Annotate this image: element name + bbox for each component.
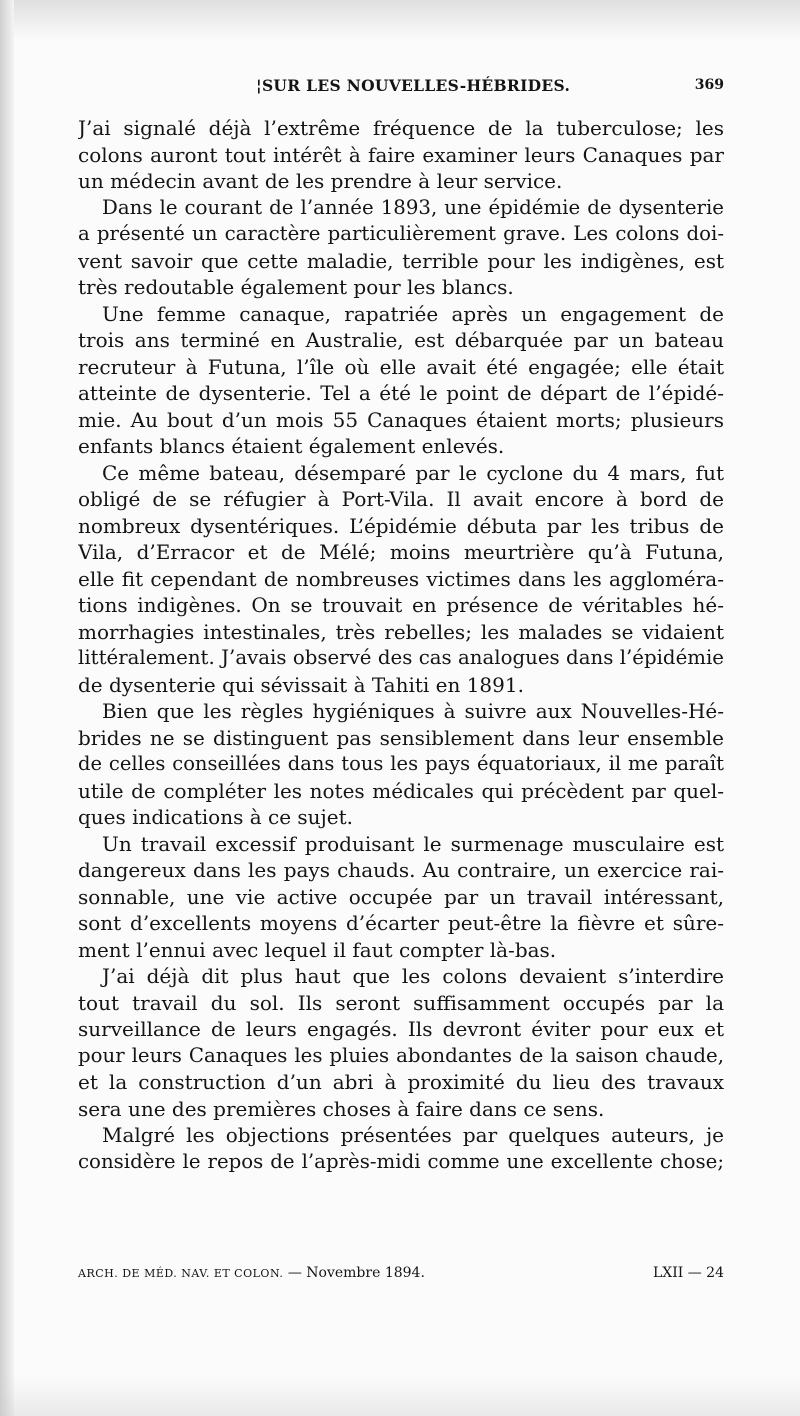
- text-line: J’ai déjà dit plus haut que les colons devaient s’interdire: [102, 964, 724, 988]
- issue-date: — Novembre 1894.: [287, 1265, 425, 1281]
- text-line: Vila, d’Erracor et de Mélé; moins meurtrière qu’à Futuna,: [78, 540, 724, 564]
- text-line: très redoutable également pour les blancs.: [78, 275, 514, 299]
- text-line: ment l’ennui avec lequel il faut compter là-bas.: [78, 937, 557, 962]
- journal-citation: [78, 1265, 425, 1281]
- text-line: considère le repos de l’après-midi comme une excellente chose;: [78, 1149, 724, 1173]
- text-line: brides ne se distinguent pas sensiblement dans leur ensemble: [78, 725, 724, 750]
- text-line: Ce même bateau, désemparé par le cyclone du 4 mars, fut: [102, 460, 724, 485]
- page-shadow-top: [0, 0, 800, 40]
- text-line: J’ai signalé déjà l’extrême fréquence de la tuberculose; les: [78, 116, 724, 140]
- text-line: dangereux dans les pays chauds. Au contraire, un exercice rai-: [78, 858, 724, 882]
- text-line: mie. Au bout d’un mois 55 Canaques étaient morts; plusieurs: [78, 407, 724, 432]
- text-line: trois ans terminé en Australie, est débarquée par un bateau: [78, 328, 724, 352]
- text-line: elle fit cependant de nombreuses victimes dans les aggloméra-: [78, 566, 724, 591]
- text-line: littéralement. J’avais observé des cas analogues dans l’épidémie: [78, 646, 724, 669]
- text-line: enfants blancs étaient également enlevés.: [78, 434, 505, 458]
- text-line: ques indications à ce sujet.: [78, 805, 353, 829]
- text-line: tout travail du sol. Ils seront suffisamment occupés par la: [78, 990, 724, 1015]
- text-line: atteinte de dysenterie. Tel a été le point de départ de l’épidé-: [78, 381, 724, 405]
- body-text: [78, 115, 724, 1175]
- text-line: obligé de se réfugier à Port-Vila. Il avait encore à bord de: [78, 487, 724, 511]
- text-line: tions indigènes. On se trouvait en présence de véritables hé-: [78, 593, 724, 617]
- text-line: recruteur à Futuna, l’île où elle avait été engagée; elle était: [78, 354, 724, 379]
- text-line: nombreux dysentériques. L’épidémie débuta par les tribus de: [78, 513, 724, 538]
- text-line: surveillance de leurs engagés. Ils devront éviter pour eux et: [78, 1017, 724, 1041]
- text-line: vent savoir que cette maladie, terrible pour les indigènes, est: [78, 248, 724, 273]
- journal-abbreviation: ARCH. DE MÉD. NAV. ET COLON.: [78, 1267, 284, 1280]
- text-line: colons auront tout intérêt à faire examiner leurs Canaques par: [78, 142, 724, 167]
- text-line: pour leurs Canaques les pluies abondantes de la saison chaude,: [78, 1043, 724, 1067]
- text-line: de celles conseillées dans tous les pays équatoriaux, il me paraît: [78, 752, 724, 775]
- page-gutter-shadow: [0, 0, 14, 1416]
- text-line: sonnable, une vie active occupée par un travail intéressant,: [78, 884, 724, 909]
- text-line: et la construction d’un abri à proximité du lieu des travaux: [78, 1070, 724, 1094]
- text-line: Un travail excessif produisant le surmenage musculaire est: [102, 831, 724, 856]
- text-line: a présenté un caractère particulièrement grave. Les colons doi-: [78, 222, 724, 245]
- text-line: morrhagies intestinales, très rebelles; les malades se vidaient: [78, 619, 724, 644]
- running-title: ¦SUR LES NOUVELLES-HÉBRIDES.: [256, 76, 571, 95]
- text-line: Dans le courant de l’année 1893, une épidémie de dysenterie: [102, 195, 724, 219]
- text-line: sont d’excellents moyens d’écarter peut-être la fièvre et sûre-: [78, 911, 724, 935]
- page-footer: [78, 1265, 724, 1287]
- text-line: Une femme canaque, rapatriée après un engagement de: [102, 301, 724, 326]
- text-line: Bien que les règles hygiéniques à suivre aux Nouvelles-Hé-: [102, 699, 724, 723]
- text-line: un médecin avant de les prendre à leur service.: [78, 169, 563, 193]
- text-line: utile de compléter les notes médicales qui précèdent par quel-: [78, 778, 724, 803]
- text-line: de dysenterie qui sévissait à Tahiti en 1891.: [78, 672, 524, 697]
- running-head: [78, 76, 724, 100]
- page-shadow-bottom: [0, 1376, 800, 1416]
- page-number: 369: [694, 77, 724, 93]
- signature-mark: LXII — 24: [652, 1265, 724, 1281]
- text-line: Malgré les objections présentées par quelques auteurs, je: [102, 1123, 724, 1147]
- text-line: sera une des premières choses à faire dans ce sens.: [78, 1096, 605, 1121]
